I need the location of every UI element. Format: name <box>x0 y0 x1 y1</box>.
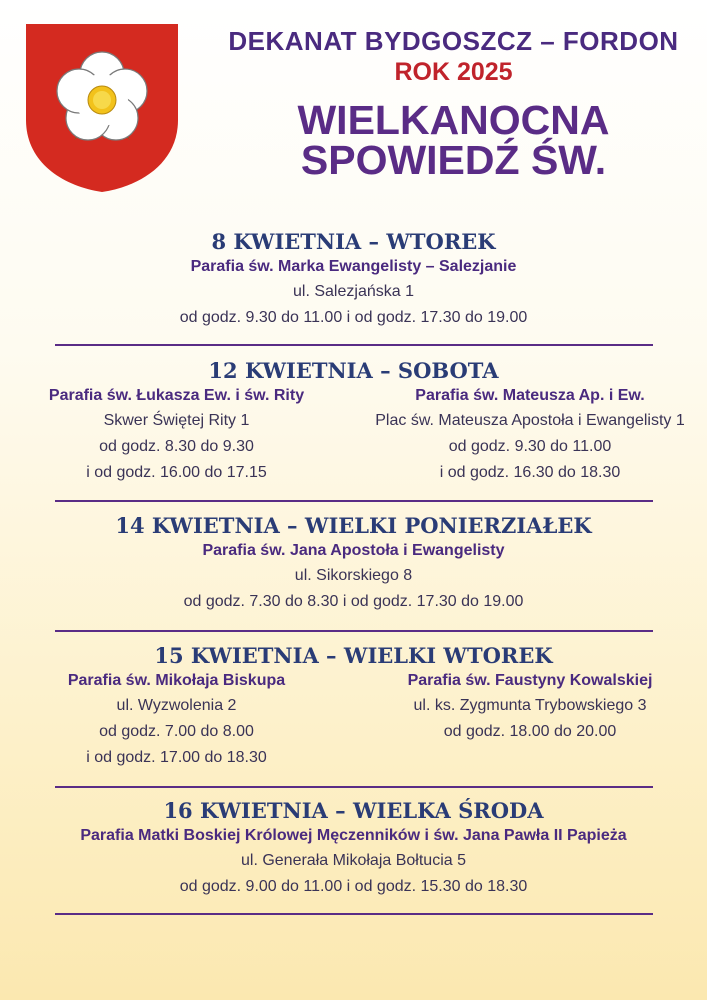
title-line-1: WIELKANOCNA <box>297 97 610 143</box>
parish-name: Parafia św. Jana Apostoła i Ewangelisty <box>202 542 505 559</box>
confession-hours: od godz. 18.00 do 20.00 <box>443 723 617 740</box>
confession-hours: od godz. 9.00 do 11.00 i od godz. 15.30 do 18.30 <box>179 878 528 895</box>
confession-hours: i od godz. 16.00 do 17.15 <box>86 464 267 481</box>
deanery-title: DEKANAT BYDGOSZCZ – FORDON <box>228 26 679 56</box>
section-april-8 <box>0 229 707 331</box>
year-label: ROK 2025 <box>394 58 513 86</box>
parish-name: Parafia św. Łukasza Ew. i św. Rity <box>48 387 305 404</box>
confession-hours: od godz. 9.30 do 11.00 i od godz. 17.30 do 19.00 <box>179 309 528 326</box>
parish-right <box>353 384 707 486</box>
confession-hours: i od godz. 17.00 do 18.30 <box>86 749 267 766</box>
parish-right <box>353 669 707 771</box>
parish-address: Skwer Świętej Rity 1 <box>103 412 250 429</box>
section-title: 8 KWIETNIA – WTOREK <box>211 229 496 254</box>
divider <box>55 630 653 632</box>
divider <box>55 500 653 502</box>
divider <box>55 786 653 788</box>
section-april-15 <box>0 643 707 771</box>
confession-hours: i od godz. 16.30 do 18.30 <box>439 464 621 481</box>
section-april-12 <box>0 358 707 486</box>
section-title: 14 KWIETNIA – WIELKI PONIERZIAŁEK <box>115 513 592 538</box>
confession-hours: od godz. 7.00 do 8.00 <box>99 723 254 740</box>
divider <box>55 344 653 346</box>
section-title: 15 KWIETNIA – WIELKI WTOREK <box>154 643 553 668</box>
parish-name: Parafia św. Mateusza Ap. i Ew. <box>415 387 645 404</box>
confession-hours: od godz. 9.30 do 11.00 <box>448 438 612 455</box>
section-title: 16 KWIETNIA – WIELKA ŚRODA <box>163 798 544 823</box>
confession-hours: od godz. 7.30 do 8.30 i od godz. 17.30 do 19.00 <box>183 593 524 610</box>
parish-address: Plac św. Mateusza Apostoła i Ewangelisty 1 <box>375 412 685 429</box>
title-line-2: SPOWIEDŹ ŚW. <box>300 137 607 183</box>
parish-address: ul. Sikorskiego 8 <box>294 567 413 584</box>
coat-of-arms-logo <box>24 22 180 194</box>
section-title: 12 KWIETNIA – SOBOTA <box>208 358 499 383</box>
confession-hours: od godz. 8.30 do 9.30 <box>99 438 254 455</box>
parish-left <box>0 669 353 771</box>
parish-name: Parafia św. Mikołaja Biskupa <box>67 672 286 689</box>
parish-address: ul. Generała Mikołaja Bołtucia 5 <box>240 852 466 869</box>
parish-address: ul. Wyzwolenia 2 <box>116 697 237 714</box>
divider <box>55 913 653 915</box>
parish-name: Parafia św. Marka Ewangelisty – Salezjanie <box>190 258 517 275</box>
section-april-14 <box>0 513 707 615</box>
parish-name: Parafia Matki Boskiej Królowej Męczenników i św. Jana Pawła II Papieża <box>80 827 627 844</box>
page-title <box>200 97 707 183</box>
section-april-16 <box>0 798 707 900</box>
parish-address: ul. Salezjańska 1 <box>293 283 414 300</box>
parish-address: ul. ks. Zygmunta Trybowskiego 3 <box>413 697 647 714</box>
parish-name: Parafia św. Faustyny Kowalskiej <box>407 672 653 689</box>
parish-left <box>0 384 353 486</box>
